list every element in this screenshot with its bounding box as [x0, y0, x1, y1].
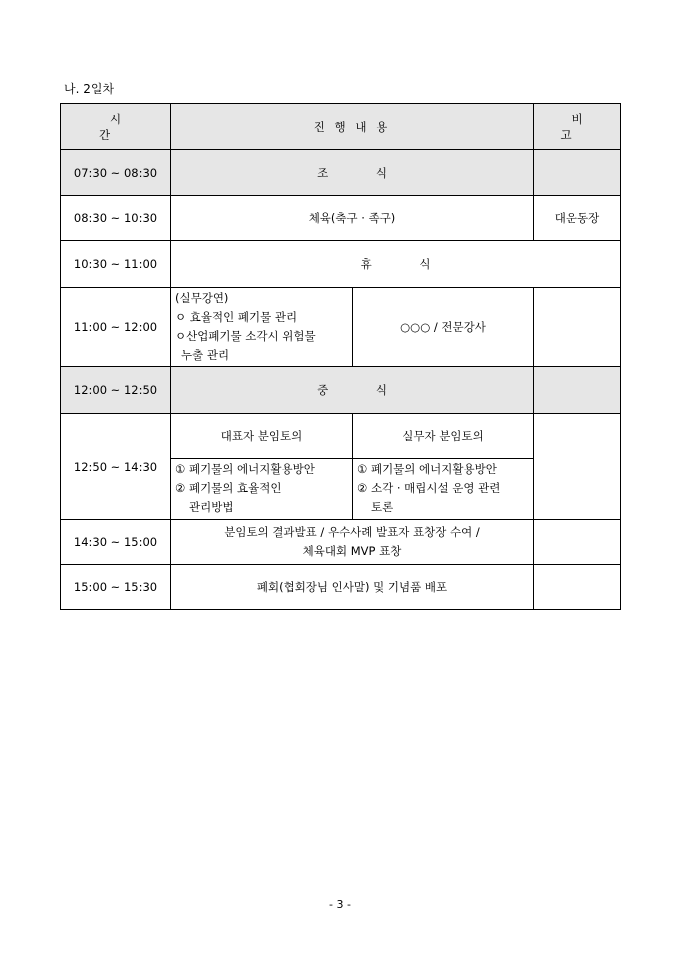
content-label: 휴 식: [360, 257, 453, 271]
content-line: 분임토의 결과발표 / 우수사례 발표자 표창장 수여 /: [224, 525, 480, 539]
header-time-label: 시 간: [98, 111, 144, 142]
header-content-label: 진 행 내 용: [313, 119, 391, 134]
remark-cell: [534, 150, 621, 196]
table-row: [61, 520, 621, 565]
remark-cell: [534, 565, 621, 610]
lecture-cell: [171, 288, 353, 367]
group-b-title: 실무자 분임토의: [353, 414, 534, 459]
speaker-cell: ○○○ / 전문강사: [353, 288, 534, 367]
table-row: [61, 565, 621, 610]
header-content: [171, 104, 534, 150]
content-cell: [171, 150, 534, 196]
time-cell: 08:30 ~ 10:30: [61, 196, 171, 241]
schedule-table: [60, 103, 621, 610]
content-cell: 체육(축구 · 족구): [171, 196, 534, 241]
content-cell: [171, 367, 534, 414]
table-row: [61, 288, 621, 367]
table-row: [61, 196, 621, 241]
time-cell: 12:00 ~ 12:50: [61, 367, 171, 414]
time-cell: 15:00 ~ 15:30: [61, 565, 171, 610]
table-row: [61, 367, 621, 414]
group-b-topics: [353, 459, 534, 520]
topic-line: ① 폐기물의 에너지활용방안: [175, 462, 315, 476]
topic-line: ② 폐기물의 효율적인: [175, 481, 282, 495]
remark-cell: [534, 414, 621, 520]
header-remark-label: 비 고: [560, 111, 605, 142]
remark-cell: [534, 367, 621, 414]
page-number: - 3 -: [329, 898, 351, 911]
remark-cell: 대운동장: [534, 196, 621, 241]
content-cell: [171, 241, 621, 288]
topic-line: 관리방법: [189, 500, 234, 514]
content-label: 조 식: [317, 165, 409, 180]
group-a-topics: [171, 459, 353, 520]
group-a-title: 대표자 분임토의: [171, 414, 353, 459]
lecture-line: ㅇ 효율적인 폐기물 관리: [175, 310, 298, 324]
table-row: [61, 150, 621, 196]
time-cell: 12:50 ~ 14:30: [61, 414, 171, 520]
table-row: [61, 414, 621, 459]
topic-line: 토론: [371, 500, 394, 514]
topic-line: ② 소각 · 매립시설 운영 관련: [357, 481, 501, 495]
header-time: [61, 104, 171, 150]
remark-cell: [534, 288, 621, 367]
lecture-line: (실무강연): [175, 291, 229, 305]
time-cell: 14:30 ~ 15:00: [61, 520, 171, 565]
time-cell: 10:30 ~ 11:00: [61, 241, 171, 288]
topic-line: ① 폐기물의 에너지활용방안: [357, 462, 497, 476]
time-cell: 07:30 ~ 08:30: [61, 150, 171, 196]
lecture-line: 누출 관리: [181, 348, 230, 362]
time-cell: 11:00 ~ 12:00: [61, 288, 171, 367]
section-title: 나. 2일차: [64, 82, 115, 96]
remark-cell: [534, 520, 621, 565]
content-cell: 폐회(협회장님 인사말) 및 기념품 배포: [171, 565, 534, 610]
table-row: [61, 241, 621, 288]
content-cell: [171, 520, 534, 565]
content-label: 중 식: [317, 383, 409, 397]
lecture-line: ㅇ산업폐기물 소각시 위험물: [175, 329, 316, 343]
table-header-row: [61, 104, 621, 150]
header-remark: [534, 104, 621, 150]
content-line: 체육대회 MVP 표창: [302, 544, 402, 558]
